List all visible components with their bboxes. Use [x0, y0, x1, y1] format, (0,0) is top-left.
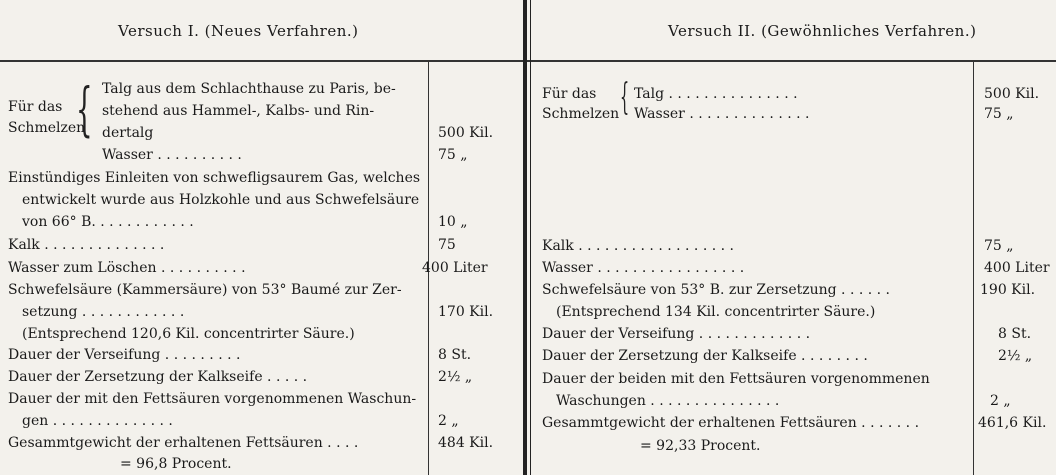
right-waschungen-amount: 2 „ — [990, 393, 1011, 409]
header-rule — [0, 60, 1056, 62]
left-gas-line-2: entwickelt wurde aus Holzkohle und aus Schwefelsäure — [22, 192, 420, 208]
column-divider — [523, 0, 527, 475]
left-talg-line-1: Talg aus dem Schlachthause zu Paris, be- — [102, 81, 396, 97]
left-gesammt-amount: 484 Kil. — [438, 435, 494, 451]
left-gas-amount: 10 „ — [438, 214, 468, 230]
right-kalk-row: Kalk . . . . . . . . . . . . . . . . . . — [542, 238, 734, 254]
right-schwefel-amount: 190 Kil. — [980, 282, 1036, 298]
right-kalkseife-amount: 2½ „ — [998, 348, 1033, 364]
left-verseifung-amount: 8 St. — [438, 347, 472, 363]
left-loeschen-amount: 400 Liter — [422, 260, 488, 276]
right-kalkseife-row: Dauer der Zersetzung der Kalkseife . . . . . . . . — [542, 348, 868, 364]
right-waschungen-line-2: Waschungen . . . . . . . . . . . . . . . — [556, 393, 780, 409]
left-brace: { — [76, 75, 93, 143]
left-kalk-row: Kalk . . . . . . . . . . . . . . — [8, 237, 165, 253]
right-header: Versuch II. (Gewöhnliches Verfahren.) — [668, 22, 977, 40]
right-talg-amount: 500 Kil. — [984, 86, 1040, 102]
left-wasser-row: Wasser . . . . . . . . . . — [102, 147, 242, 163]
left-schmelzen-label-2: Schmelzen — [8, 120, 86, 136]
left-gas-line-3: von 66° B. . . . . . . . . . . . — [22, 214, 194, 230]
left-prozent: = 96,8 Procent. — [120, 456, 232, 472]
right-schmelzen-label-1: Für das — [542, 86, 597, 102]
left-waschungen-line-1: Dauer der mit den Fettsäuren vorgenommenen Waschun- — [8, 391, 417, 407]
right-gesammt-row: Gesammtgewicht der erhaltenen Fettsäuren . . . . . . . — [542, 415, 920, 431]
right-prozent: = 92,33 Procent. — [640, 438, 761, 454]
right-wasser-amount: 75 „ — [984, 106, 1014, 122]
right-gesammt-amount: 461,6 Kil. — [978, 415, 1047, 431]
right-kalk-amount: 75 „ — [984, 238, 1014, 254]
left-entspr-line: (Entsprechend 120,6 Kil. concentrirter Säure.) — [22, 326, 355, 342]
left-schwefel-line-1: Schwefelsäure (Kammersäure) von 53° Baumé zur Zer- — [8, 282, 402, 298]
left-kalk-amount: 75 — [438, 237, 456, 253]
right-waschungen-line-1: Dauer der beiden mit den Fettsäuren vorgenommenen — [542, 371, 930, 387]
left-schwefel-line-2: setzung . . . . . . . . . . . . — [22, 304, 185, 320]
right-wasser2-row: Wasser . . . . . . . . . . . . . . . . . — [542, 260, 745, 276]
left-talg-amount: 500 Kil. — [438, 125, 494, 141]
right-schmelzen-label-2: Schmelzen — [542, 106, 620, 122]
left-talg-line-3: dertalg — [102, 125, 154, 141]
right-amount-rule — [973, 60, 974, 475]
right-schwefel-row: Schwefelsäure von 53° B. zur Zersetzung . . . . . . — [542, 282, 891, 298]
left-kalkseife-row: Dauer der Zersetzung der Kalkseife . . . . . — [8, 369, 308, 385]
left-gesammt-row: Gesammtgewicht der erhaltenen Fettsäuren . . . . — [8, 435, 359, 451]
left-talg-line-2: stehend aus Hammel-, Kalbs- und Rin- — [102, 103, 375, 119]
right-wasser-row: Wasser . . . . . . . . . . . . . . — [634, 106, 810, 122]
left-wasser-amount: 75 „ — [438, 147, 468, 163]
left-schmelzen-label-1: Für das — [8, 99, 63, 115]
left-header: Versuch I. (Neues Verfahren.) — [118, 22, 359, 40]
left-waschungen-amount: 2 „ — [438, 413, 459, 429]
left-schwefel-amount: 170 Kil. — [438, 304, 494, 320]
left-kalkseife-amount: 2½ „ — [438, 369, 473, 385]
left-waschungen-line-2: gen . . . . . . . . . . . . . . — [22, 413, 173, 429]
right-verseifung-amount: 8 St. — [998, 326, 1032, 342]
right-verseifung-row: Dauer der Verseifung . . . . . . . . . . . . . — [542, 326, 811, 342]
right-talg-row: Talg . . . . . . . . . . . . . . . — [634, 86, 798, 102]
right-entspr-line: (Entsprechend 134 Kil. concentrirter Säure.) — [556, 304, 876, 320]
right-wasser2-amount: 400 Liter — [984, 260, 1050, 276]
left-verseifung-row: Dauer der Verseifung . . . . . . . . . — [8, 347, 241, 363]
left-gas-line-1: Einstündiges Einleiten von schwefligsaurem Gas, welches — [8, 170, 421, 186]
left-loeschen-row: Wasser zum Löschen . . . . . . . . . . — [8, 260, 246, 276]
column-divider-thin — [530, 0, 531, 475]
right-brace: { — [620, 77, 630, 118]
